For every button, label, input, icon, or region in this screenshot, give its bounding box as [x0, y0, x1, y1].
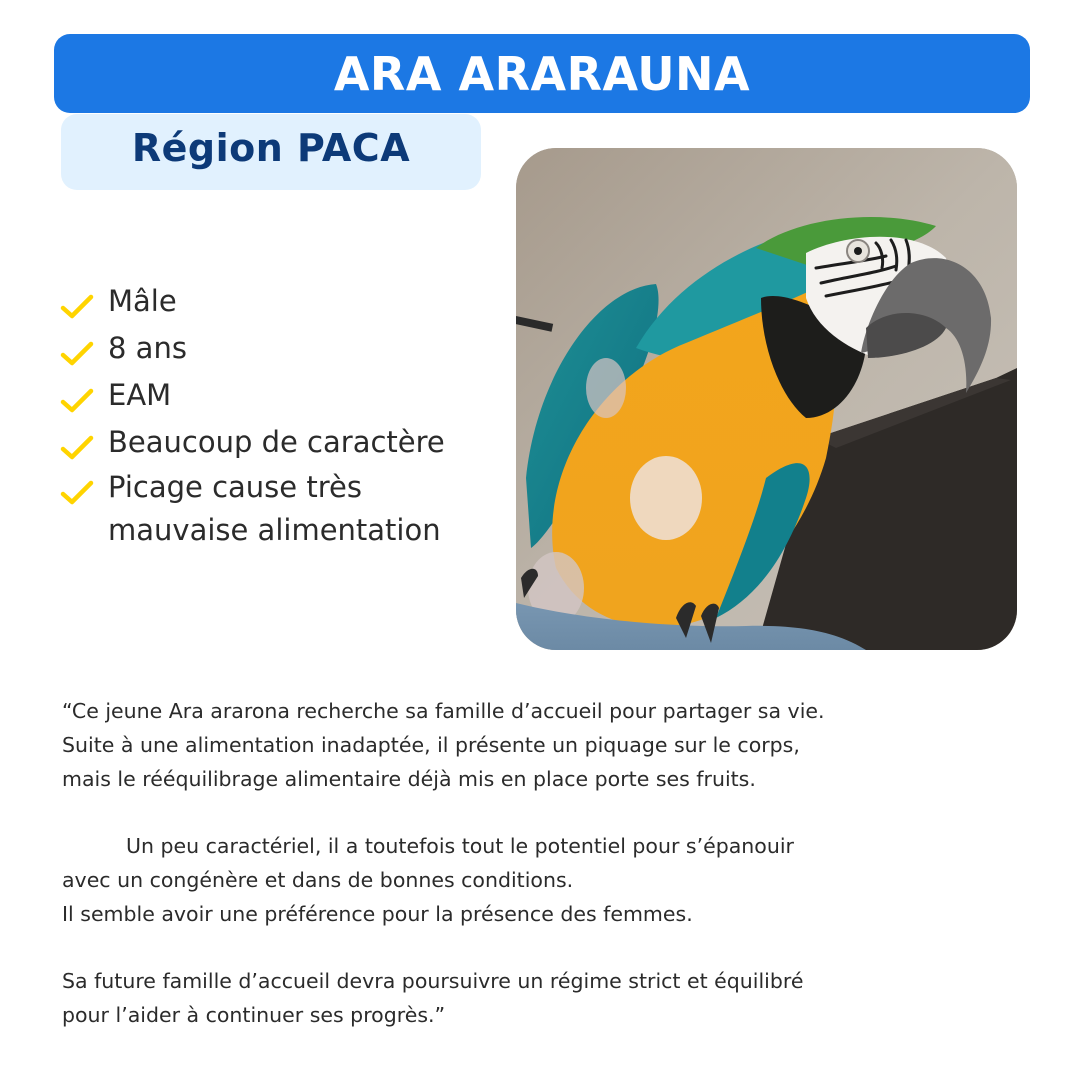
- description-line: pour l’aider à continuer ses progrès.”: [62, 1003, 446, 1028]
- description-line: avec un congénère et dans de bonnes conditions.: [62, 867, 574, 892]
- check-icon: [60, 386, 94, 414]
- check-icon: [60, 292, 94, 320]
- description-line: mais le rééquilibrage alimentaire déjà mis en place porte ses fruits.: [62, 766, 756, 791]
- trait-label: EAM: [108, 378, 172, 412]
- description-line: Il semble avoir une préférence pour la présence des femmes.: [62, 901, 693, 926]
- description: [62, 695, 1022, 1033]
- trait-item-age: [60, 325, 500, 372]
- trait-item-eam: [60, 372, 500, 419]
- parrot-photo: [516, 148, 1017, 650]
- trait-item-character: [60, 419, 500, 466]
- check-icon: [60, 339, 94, 367]
- trait-label: Mâle: [108, 284, 177, 318]
- title-banner: [54, 34, 1030, 113]
- description-paragraph-3: [62, 965, 1022, 1033]
- region-label: Région PACA: [131, 126, 411, 170]
- description-paragraph-2: [62, 830, 1022, 931]
- traits-list: [60, 278, 500, 552]
- description-paragraph-1: [62, 695, 1022, 796]
- trait-label-line-2: mauvaise alimentation: [108, 513, 441, 547]
- trait-label: 8 ans: [108, 331, 187, 365]
- description-line: “Ce jeune Ara ararona recherche sa famille d’accueil pour partager sa vie.: [62, 699, 825, 723]
- check-icon: [60, 433, 94, 461]
- trait-label: Beaucoup de caractère: [108, 425, 445, 459]
- check-icon: [60, 478, 94, 506]
- trait-label-line-1: Picage cause très: [108, 470, 362, 504]
- description-line: Suite à une alimentation inadaptée, il présente un piquage sur le corps,: [62, 732, 800, 757]
- trait-item-sex: [60, 278, 500, 325]
- description-line: Un peu caractériel, il a toutefois tout le potentiel pour s’épanouir: [126, 834, 794, 859]
- page-title: ARA ARARAUNA: [333, 46, 751, 101]
- description-line: Sa future famille d’accueil devra poursuivre un régime strict et équilibré: [62, 969, 804, 994]
- macaw-illustration: [516, 148, 1017, 650]
- trait-item-picage: [60, 466, 500, 552]
- region-badge: [61, 114, 481, 190]
